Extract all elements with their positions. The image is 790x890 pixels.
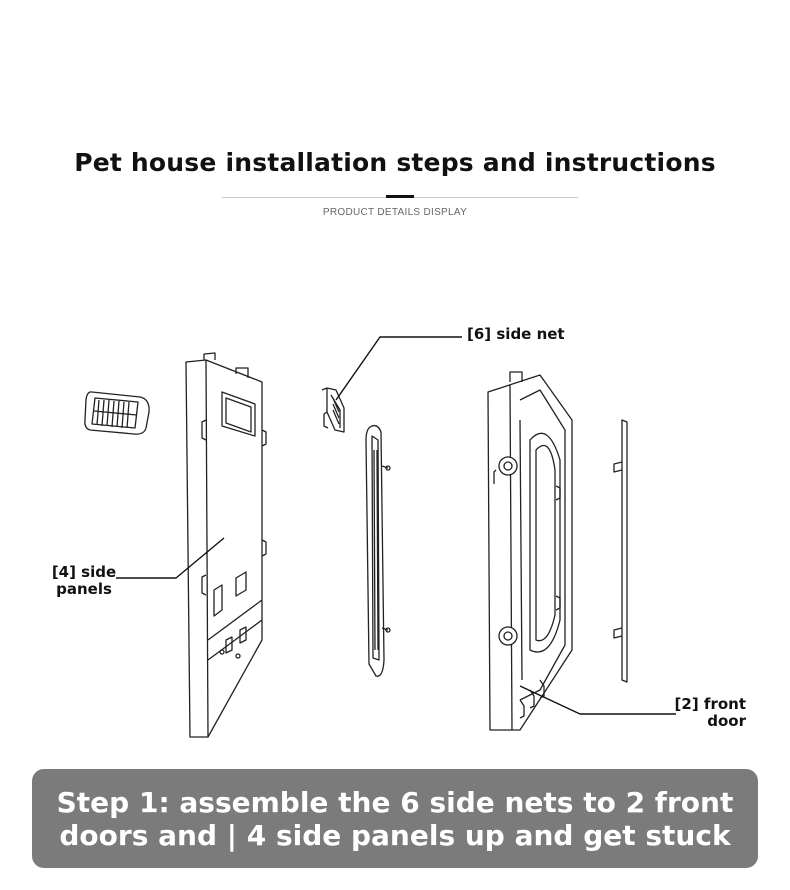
side-net-part-small: [85, 392, 149, 434]
instruction-banner: [32, 769, 758, 868]
instruction-text: Step 1: assemble the 6 side nets to 2 front doors and | 4 side panels up and get stuck: [56, 785, 734, 852]
label-front-door: [2] front door: [674, 695, 746, 730]
label-side-net: [6] side net: [467, 325, 565, 343]
door-panel-thin-part: [614, 420, 627, 682]
side-panel-part: [186, 353, 266, 737]
page-subtitle: PRODUCT DETAILS DISPLAY: [322, 207, 468, 218]
side-net-part-long: [366, 426, 390, 677]
label-side-panels: [4] side panels: [51, 563, 117, 598]
page-title: Pet house installation steps and instructions: [74, 148, 716, 177]
leader-side-net: [336, 337, 462, 400]
side-net-clip-part: [322, 388, 344, 432]
front-door-part: [488, 372, 572, 730]
